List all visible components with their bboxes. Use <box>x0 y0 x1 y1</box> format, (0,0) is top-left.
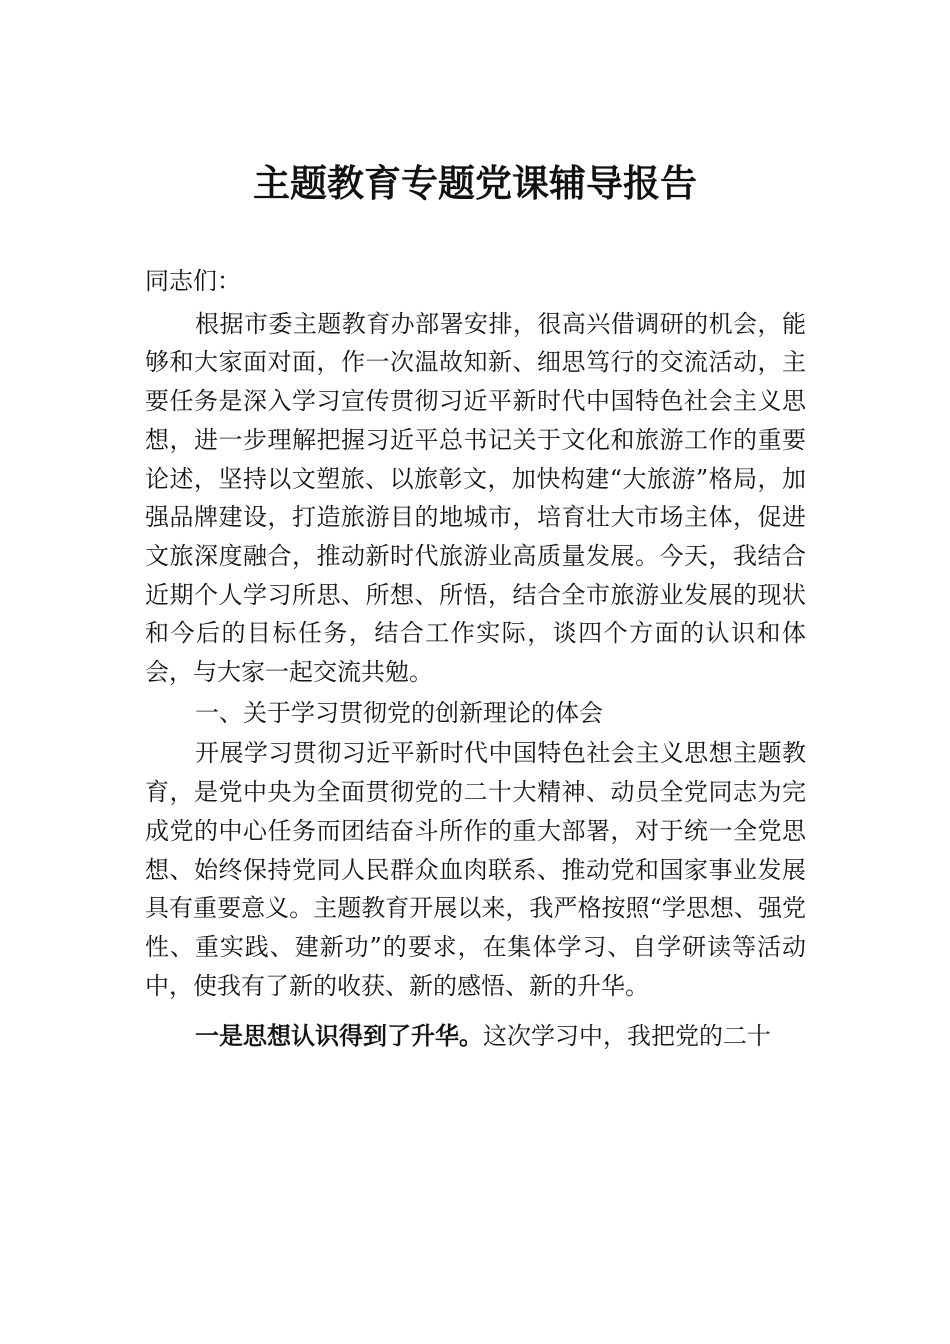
intro-paragraph: 根据市委主题教育办部署安排，很高兴借调研的机会，能够和大家面对面，作一次温故知新、细思笃行的交流活动，主要任务是深入学习宣传贯彻习近平新时代中国特色社会主义思想，进一步理解把握习近平总书记关于文化和旅游工作的重要论述，坚持以文塑旅、以旅彰文，加快构建“大旅游”格局，加强品牌建设，打造旅游目的地城市，培育壮大市场主体，促进文旅深度融合，推动新时代旅游业高质量发展。今天，我结合近期个人学习所思、所想、所悟，结合全市旅游业发展的现状和今后的目标任务，结合工作实际，谈四个方面的认识和体会，与大家一起交流共勉。 <box>145 309 806 687</box>
point-text: 这次学习中，我把党的二十 <box>483 1022 771 1051</box>
point-paragraph <box>145 1017 806 1056</box>
salutation: 同志们： <box>145 267 241 295</box>
document-body <box>145 262 806 1056</box>
section-paragraph: 开展学习贯彻习近平新时代中国特色社会主义思想主题教育，是党中央为全面贯彻党的二十大精神、动员全党同志为完成党的中心任务而团结奋斗所作的重大部署，对于统一全党思想、始终保持党同人民群众血肉联系、推动党和国家事业发展具有重要意义。主题教育开展以来，我严格按照“学思想、强党性、重实践、建新功”的要求，在集体学习、自学研读等活动中，使我有了新的收获、新的感悟、新的升华。 <box>145 739 806 1000</box>
document-title: 主题教育专题党课辅导报告 <box>253 161 697 205</box>
section-heading: 一、关于学习贯彻党的创新理论的体会 <box>195 698 603 727</box>
point-lead: 一是思想认识得到了升华。 <box>195 1022 483 1051</box>
